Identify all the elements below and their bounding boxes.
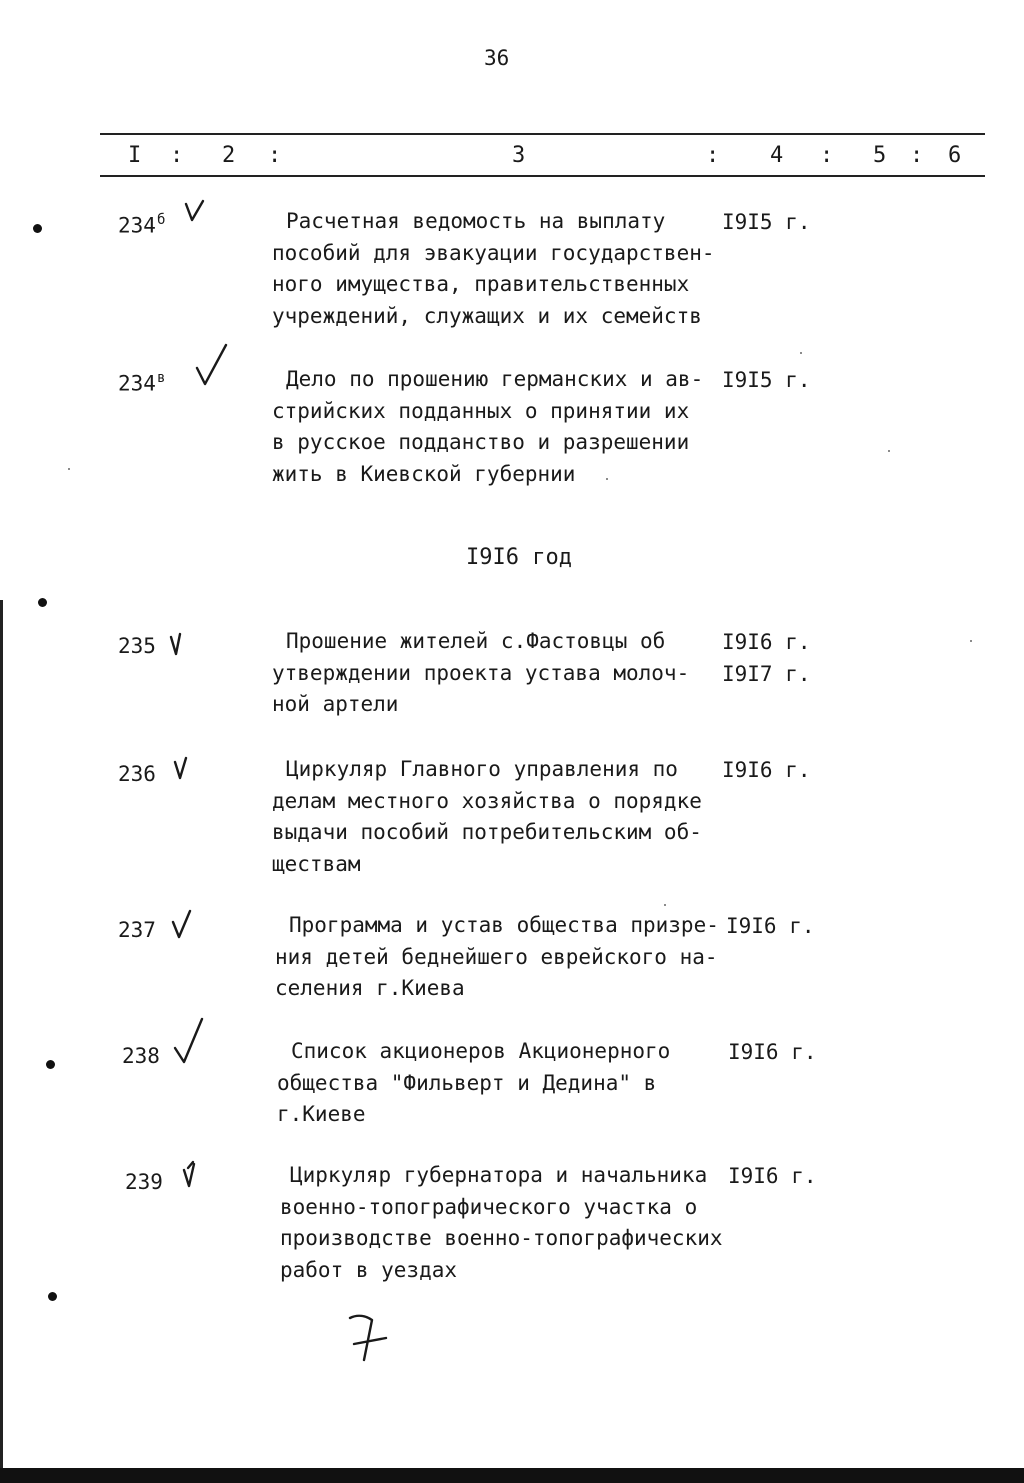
entry-title: Циркуляр Главного управления по делам местного хозяйства о порядке выдачи пособий потребительским об- ществам bbox=[272, 757, 702, 876]
year-section-heading: I9I6 год bbox=[466, 545, 572, 570]
header-bottom-rule bbox=[100, 175, 985, 177]
entry-date: I9I5 г. bbox=[722, 210, 811, 234]
page-number: 36 bbox=[484, 46, 510, 70]
entry-number: 235 bbox=[118, 634, 156, 658]
header-col-2: 2 bbox=[222, 143, 236, 168]
scan-speck bbox=[800, 352, 802, 354]
entry-number: 239 bbox=[125, 1170, 163, 1194]
handwritten-mark-icon bbox=[344, 1310, 394, 1366]
entry-number: 236 bbox=[118, 762, 156, 786]
entry-number: $234^в$ bbox=[118, 370, 166, 396]
header-separator: : bbox=[910, 143, 924, 168]
entry-title: Список акционеров Акционерного общества "Фильверт и Дедина" в г.Киеве bbox=[277, 1039, 671, 1126]
scan-speck bbox=[68, 468, 70, 470]
punch-hole-icon bbox=[46, 1060, 55, 1069]
checkmark-icon bbox=[194, 342, 230, 388]
entry-title: Дело по прошению германских и ав- стрийских подданных о принятии их в русское подданство и разрешении жить в Киевской губернии bbox=[272, 367, 704, 486]
checkmark-icon bbox=[172, 1016, 208, 1066]
header-separator: : bbox=[268, 143, 282, 168]
entry-number: 237 bbox=[118, 918, 156, 942]
entry-title: Программа и устав общества призре- ния детей беднейшего еврейского на- селения г.Киева bbox=[275, 913, 719, 1000]
entry-title: Расчетная ведомость на выплату пособий для эвакуации государствен- ного имущества, правительственных учреждений, служащих и их семейств bbox=[272, 209, 715, 328]
entry-date: I9I6 г. I9I7 г. bbox=[722, 630, 811, 686]
checkmark-icon bbox=[183, 198, 207, 224]
scan-speck bbox=[970, 640, 972, 642]
entry-title: Циркуляр губернатора и начальника военно-топографического участка о производстве военно-топографических работ в уездах bbox=[280, 1163, 723, 1282]
entry-number: 238 bbox=[122, 1044, 160, 1068]
header-col-5: 5 bbox=[873, 143, 887, 168]
entry-date: I9I6 г. bbox=[722, 758, 811, 782]
header-separator: : bbox=[170, 143, 184, 168]
header-col-4: 4 bbox=[770, 143, 784, 168]
entry-number: $234^б$ bbox=[118, 212, 166, 238]
scan-speck bbox=[606, 478, 608, 480]
header-col-3: 3 bbox=[512, 143, 526, 168]
entry-date: I9I6 г. bbox=[728, 1040, 817, 1064]
scan-bottom-edge bbox=[0, 1468, 1024, 1483]
punch-hole-icon bbox=[48, 1292, 57, 1301]
header-separator: : bbox=[706, 143, 720, 168]
entry-title: Прошение жителей с.Фастовцы об утверждении проекта устава молоч- ной артели bbox=[272, 629, 690, 716]
checkmark-icon bbox=[172, 756, 190, 782]
entry-date: I9I6 г. bbox=[728, 1164, 817, 1188]
punch-hole-icon bbox=[33, 224, 42, 233]
header-top-rule bbox=[100, 133, 985, 135]
checkmark-icon bbox=[170, 908, 194, 940]
header-col-1: I bbox=[128, 143, 142, 168]
header-col-6: 6 bbox=[948, 143, 962, 168]
punch-hole-icon bbox=[38, 598, 47, 607]
header-separator: : bbox=[820, 143, 834, 168]
entry-date: I9I5 г. bbox=[722, 368, 811, 392]
checkmark-icon bbox=[182, 1160, 198, 1190]
checkmark-icon bbox=[168, 632, 184, 658]
scan-speck bbox=[664, 904, 666, 906]
scan-edge bbox=[0, 600, 3, 1483]
entry-date: I9I6 г. bbox=[726, 914, 815, 938]
scan-speck bbox=[888, 450, 890, 452]
